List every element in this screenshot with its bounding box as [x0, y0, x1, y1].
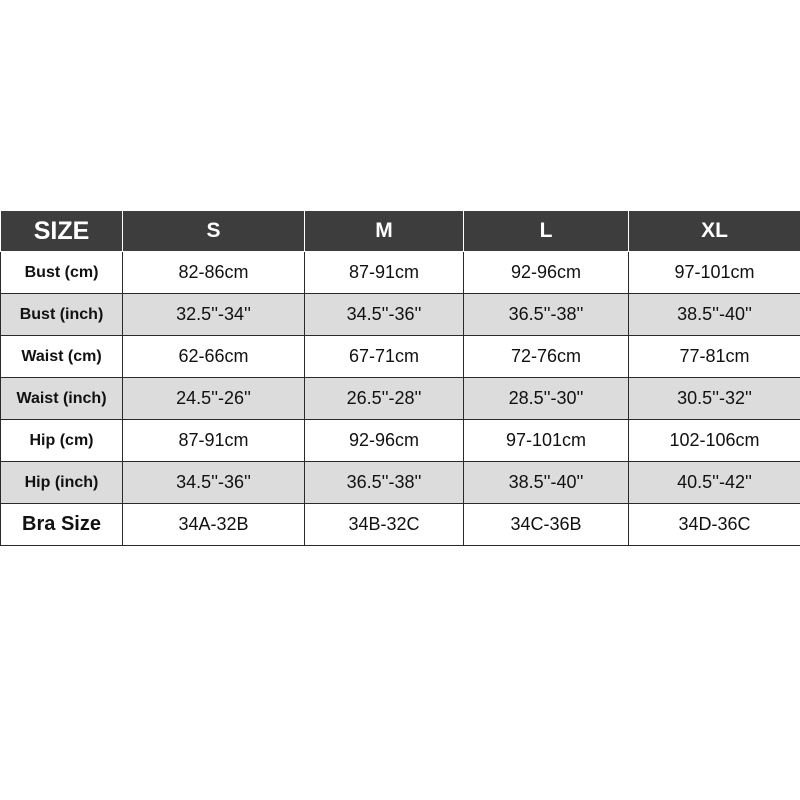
- table-cell: 67-71cm: [305, 336, 464, 378]
- table-cell: 72-76cm: [464, 336, 629, 378]
- table-cell: 62-66cm: [123, 336, 305, 378]
- table-cell: 38.5''-40'': [464, 462, 629, 504]
- table-cell: 34.5''-36'': [123, 462, 305, 504]
- table-cell: 26.5''-28'': [305, 378, 464, 420]
- table-row: [1, 504, 800, 546]
- table-cell: 97-101cm: [464, 420, 629, 462]
- table-cell: 28.5''-30'': [464, 378, 629, 420]
- table-cell: 82-86cm: [123, 252, 305, 294]
- table-cell: 92-96cm: [305, 420, 464, 462]
- table-row: [1, 462, 800, 504]
- table-cell: 32.5''-34'': [123, 294, 305, 336]
- row-label: Bust (inch): [1, 294, 123, 336]
- size-table: [0, 210, 800, 546]
- table-cell: 30.5''-32'': [629, 378, 800, 420]
- table-row: [1, 378, 800, 420]
- size-chart: [0, 210, 800, 546]
- table-cell: 36.5''-38'': [305, 462, 464, 504]
- table-cell: 34.5''-36'': [305, 294, 464, 336]
- table-cell: 92-96cm: [464, 252, 629, 294]
- table-cell: 87-91cm: [123, 420, 305, 462]
- table-cell: 24.5''-26'': [123, 378, 305, 420]
- table-cell: 97-101cm: [629, 252, 800, 294]
- row-label: Hip (cm): [1, 420, 123, 462]
- table-cell: 77-81cm: [629, 336, 800, 378]
- table-cell: 36.5''-38'': [464, 294, 629, 336]
- row-label: Waist (cm): [1, 336, 123, 378]
- header-l: L: [464, 211, 629, 252]
- table-cell: 34A-32B: [123, 504, 305, 546]
- header-row: [1, 211, 800, 252]
- table-cell: 34B-32C: [305, 504, 464, 546]
- table-row: [1, 336, 800, 378]
- row-label: Bust (cm): [1, 252, 123, 294]
- table-row: [1, 420, 800, 462]
- header-m: M: [305, 211, 464, 252]
- header-xl: XL: [629, 211, 800, 252]
- table-cell: 38.5''-40'': [629, 294, 800, 336]
- table-cell: 40.5''-42'': [629, 462, 800, 504]
- table-row: [1, 294, 800, 336]
- table-cell: 87-91cm: [305, 252, 464, 294]
- table-row: [1, 252, 800, 294]
- table-cell: 34C-36B: [464, 504, 629, 546]
- table-cell: 34D-36C: [629, 504, 800, 546]
- row-label: Bra Size: [1, 504, 123, 546]
- row-label: Waist (inch): [1, 378, 123, 420]
- header-s: S: [123, 211, 305, 252]
- header-size: SIZE: [1, 211, 123, 252]
- row-label: Hip (inch): [1, 462, 123, 504]
- table-cell: 102-106cm: [629, 420, 800, 462]
